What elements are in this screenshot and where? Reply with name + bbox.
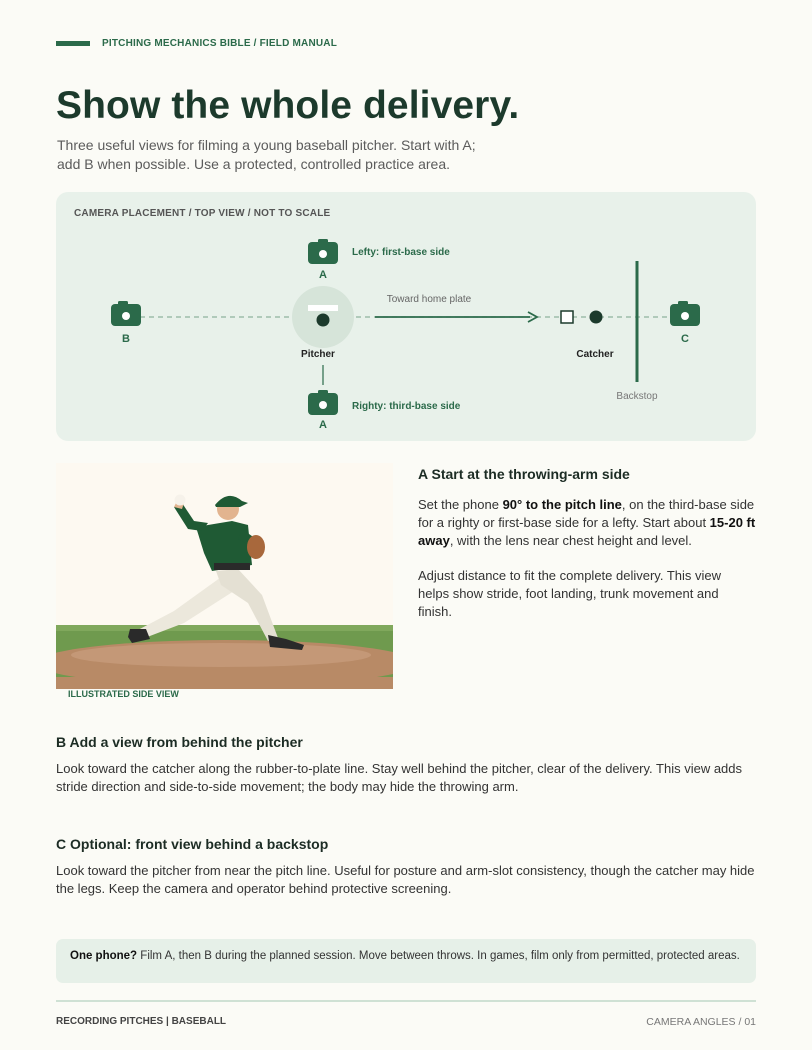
photo-caption: ILLUSTRATED SIDE VIEW: [68, 689, 179, 699]
pitcher-dot: [317, 314, 330, 327]
section-c-paragraph: Look toward the pitcher from near the pitch line. Useful for posture and arm-slot consistency, though the catcher may hide the legs. Keep the camera and operator behind protective screening.: [56, 863, 755, 896]
diagram-canvas: [56, 192, 756, 441]
pitcher-label: Pitcher: [301, 349, 335, 360]
section-a-text: Set the phone: [418, 497, 503, 512]
pitching-rubber: [308, 305, 338, 311]
camera-c-letter: C: [681, 333, 689, 345]
camera-a-top-label: Lefty: first-base side: [352, 247, 450, 258]
section-a-paragraph-1: [418, 496, 756, 550]
section-a-title: A Start at the throwing-arm side: [418, 466, 630, 482]
footer-left: RECORDING PITCHES | BASEBALL: [56, 1016, 227, 1027]
camera-a-top-letter: A: [319, 269, 327, 281]
arrow-label: Toward home plate: [386, 294, 472, 305]
catcher-dot: [590, 311, 603, 324]
one-phone-note: [56, 939, 756, 983]
camera-a-top-icon: [308, 239, 338, 264]
catcher-label: Catcher: [576, 349, 614, 360]
camera-a-bottom-label: Righty: third-base side: [352, 401, 461, 412]
intro-line-2: add B when possible. Use a protected, controlled practice area.: [57, 156, 451, 172]
section-a-paragraph-2: Adjust distance to fit the complete delivery. This view helps show stride, foot landing, trunk movement and finish.: [418, 568, 721, 619]
kicker-bar: [56, 41, 90, 46]
intro-line-1: Three useful views for filming a young baseball pitcher. Start with A;: [57, 137, 476, 153]
home-plate-icon: [561, 311, 573, 323]
note-lead: One phone?: [70, 950, 138, 962]
footer-right: CAMERA ANGLES / 01: [646, 1016, 756, 1028]
camera-a-bottom-icon: [308, 390, 338, 415]
section-a-text: , on the third-base side for a righty or first-base side for a lefty. Start about: [418, 497, 755, 530]
pitcher-side-view-image: [56, 463, 393, 689]
backstop-label: Backstop: [616, 391, 658, 402]
diagram-caption: CAMERA PLACEMENT / TOP VIEW / NOT TO SCALE: [74, 208, 331, 219]
page-title: Show the whole delivery.: [56, 84, 520, 127]
section-b-paragraph: Look toward the catcher along the rubber-to-plate line. Stay well behind the pitcher, clear of the delivery. This view adds stride direction and side-to-side movement; the body may hide the throwing arm.: [56, 761, 743, 794]
section-a-emphasis: 90° to the pitch line: [502, 497, 622, 512]
footer-divider: [56, 1000, 756, 1002]
camera-placement-diagram: [56, 192, 756, 441]
camera-a-bottom-letter: A: [319, 419, 327, 431]
kicker-text: PITCHING MECHANICS BIBLE / FIELD MANUAL: [102, 37, 338, 49]
kicker: [56, 37, 337, 49]
section-a-emphasis: 15-20 ft away: [418, 515, 756, 548]
section-c-title: C Optional: front view behind a backstop: [56, 836, 329, 852]
note-text: Film A, then B during the planned session. Move between throws. In games, film only from permitted, protected areas.: [137, 950, 740, 962]
camera-b-icon: [111, 301, 141, 326]
camera-c-icon: [670, 301, 700, 326]
intro-text: [57, 136, 527, 174]
section-a-text: , with the lens near chest height and level.: [449, 533, 692, 548]
section-b-title: B Add a view from behind the pitcher: [56, 734, 303, 750]
camera-b-letter: B: [122, 333, 130, 345]
